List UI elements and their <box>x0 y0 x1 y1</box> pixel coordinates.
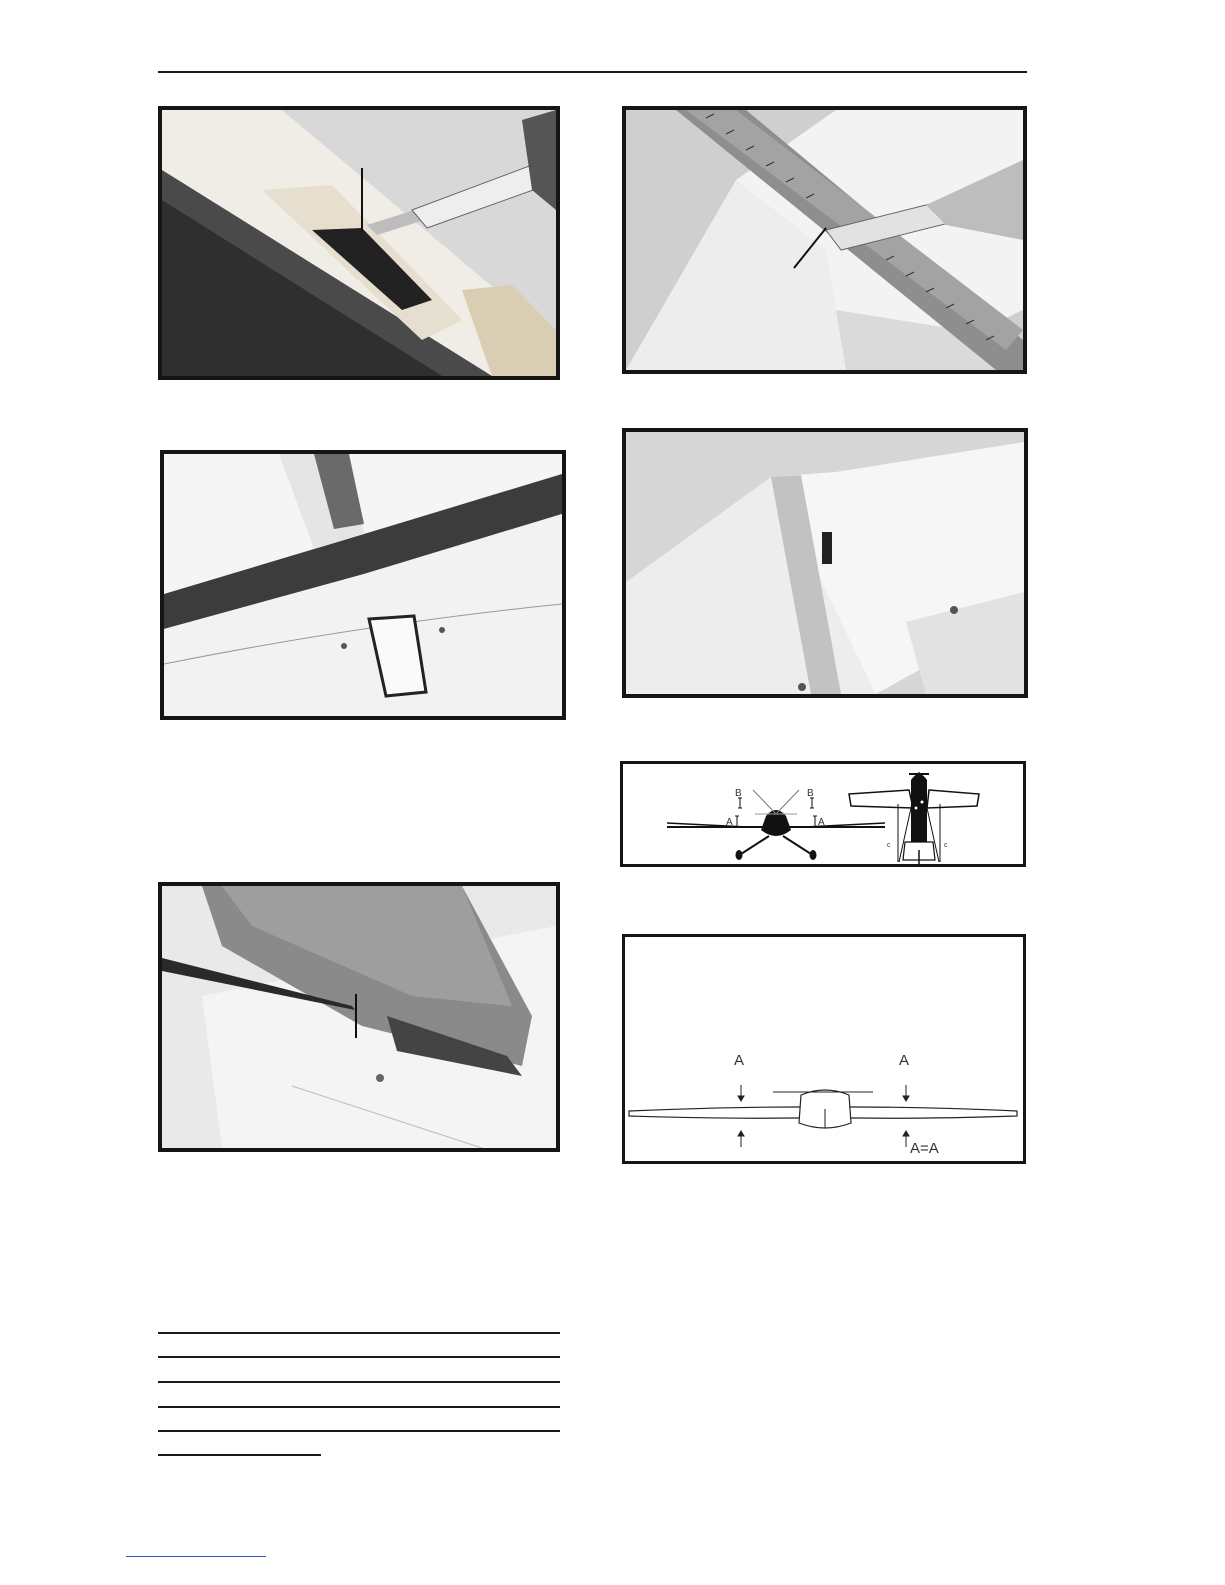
blank-line-short <box>158 1454 321 1456</box>
photo-ruler-cut-stab <box>622 106 1027 374</box>
photo-trim-wing-covering <box>158 106 560 380</box>
blank-line-1 <box>158 1332 560 1334</box>
footer-link-underline[interactable] <box>126 1556 266 1557</box>
blank-line-5 <box>158 1430 560 1432</box>
label-a-right: A <box>818 817 825 828</box>
photo-wing-joint-underside <box>160 450 566 720</box>
label-c-right: c <box>944 842 948 849</box>
photo-marking-fuselage <box>158 882 560 1152</box>
blank-line-2 <box>158 1356 560 1358</box>
diagram-alignment <box>620 761 1026 867</box>
label-a-equals-a: A=A <box>910 1140 939 1157</box>
blank-line-4 <box>158 1406 560 1408</box>
diagram-wing-level <box>622 934 1026 1164</box>
label-a-left: A <box>734 1052 745 1069</box>
label-b-left: B <box>735 788 742 799</box>
label-a-left: A <box>726 817 733 828</box>
label-c-left: c <box>887 842 891 849</box>
blank-line-3 <box>158 1381 560 1383</box>
photo-wing-center-taped <box>622 428 1028 698</box>
header-rule <box>158 71 1027 73</box>
label-a-right: A <box>899 1052 910 1069</box>
label-b-right: B <box>807 788 814 799</box>
